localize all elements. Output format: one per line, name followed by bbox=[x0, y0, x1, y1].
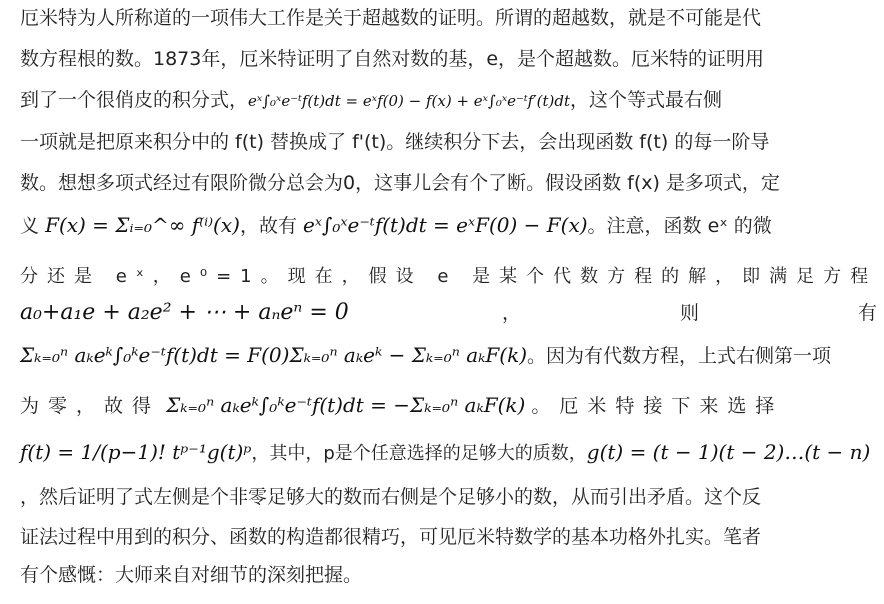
text-run: 到了一个很俏皮的积分式， bbox=[20, 89, 249, 111]
paragraph-line bbox=[20, 340, 876, 371]
paragraph-line bbox=[20, 210, 876, 241]
F-definition-formula: F(x) = Σᵢ₌₀^∞ f⁽ⁱ⁾(x) bbox=[45, 213, 240, 237]
text-run: 。因为有代数方程，上式右侧第一项 bbox=[527, 345, 832, 367]
paragraph-line: 数方程根的数。1873年，厄米特证明了自然对数的基，e，是个超越数。厄米特的证明用 bbox=[20, 48, 765, 70]
text-run: 。厄米特接下来选择 bbox=[531, 395, 784, 417]
text-run: ，这个等式最右侧 bbox=[569, 89, 722, 111]
text-run: 义 bbox=[20, 215, 40, 237]
text-run: 则 bbox=[680, 302, 700, 324]
paragraph-line bbox=[20, 390, 876, 421]
text-run: ，其中，p是个任意选择的足够大的质数， bbox=[251, 443, 587, 464]
text-run: 为零，故得 bbox=[20, 395, 161, 417]
text-run: 有 bbox=[858, 302, 878, 324]
text-run: ， bbox=[502, 302, 522, 324]
g-definition-formula: g(t) = (t − 1)(t − 2)…(t − n) bbox=[586, 440, 871, 464]
paragraph-line bbox=[20, 298, 876, 328]
paragraph-line bbox=[20, 85, 876, 116]
paragraph-line: 有个感慨：大师来自对细节的深刻把握。 bbox=[20, 564, 363, 586]
paragraph-line: 数。想想多项式经过有限阶微分总会为0，这事儿会有个了断。假设函数 f(x) 是多项式，定 bbox=[20, 172, 780, 194]
paragraph-line: 一项就是把原来积分中的 f(t) 替换成了 f'(t)。继续积分下去，会出现函数 f(t) 的每一阶导 bbox=[20, 131, 770, 153]
paragraph-line bbox=[20, 437, 876, 469]
paragraph-line: 分还是 eˣ，e⁰=1。现在，假设 e 是某个代数方程的解，即满足方程 bbox=[20, 266, 878, 287]
sum-equation-formula: Σₖ₌₀ⁿ aₖeᵏ∫₀ᵏe⁻ᵗf(t)dt = −Σₖ₌₀ⁿ aₖF(k) bbox=[166, 393, 526, 417]
sum-integral-formula: Σₖ₌₀ⁿ aₖeᵏ∫₀ᵏe⁻ᵗf(t)dt = F(0)Σₖ₌₀ⁿ aₖeᵏ − Σₖ₌₀ⁿ aₖF(k) bbox=[20, 343, 528, 367]
paragraph-line: 厄米特为人所称道的一项伟大工作是关于超越数的证明。所谓的超越数，就是不可能是代 bbox=[20, 7, 762, 29]
integral-identity-formula: eˣ∫₀ˣe⁻ᵗf(t)dt = eˣf(0) − f(x) + eˣ∫₀ˣe⁻ᵗf′(t)dt bbox=[248, 92, 570, 110]
text-run: 。注意，函数 eˣ 的微 bbox=[587, 215, 772, 237]
paragraph-line: 证法过程中用到的积分、函数的构造都很精巧，可见厄米特数学的基本功格外扎实。笔者 bbox=[20, 526, 762, 548]
text-run: ，故有 bbox=[239, 215, 297, 237]
paragraph-line: ，然后证明了式左侧是个非零足够大的数而右侧是个足够小的数，从而引出矛盾。这个反 bbox=[20, 486, 762, 508]
algebraic-equation-formula: a₀+a₁e + a₂e² + ⋯ + aₙeⁿ = 0 bbox=[20, 300, 349, 325]
f-choice-formula: f(t) = 1/(p−1)! tᵖ⁻¹g(t)ᵖ bbox=[20, 440, 252, 464]
integral-F-formula: eˣ∫₀ˣe⁻ᵗf(t)dt = eˣF(0) − F(x) bbox=[303, 213, 588, 237]
